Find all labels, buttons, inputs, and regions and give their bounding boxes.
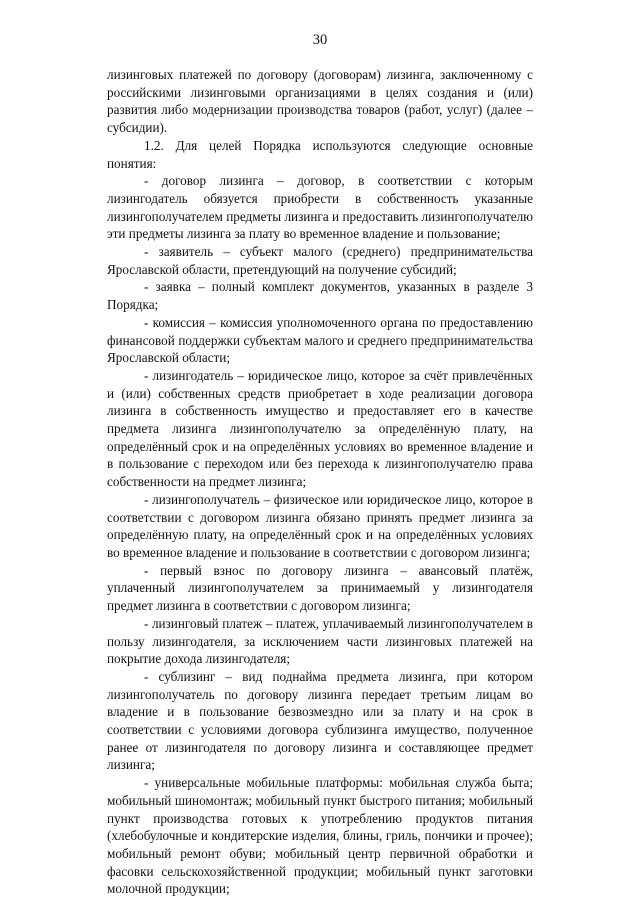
paragraph-definition-application: - заявка – полный комплект документов, указанных в разделе 3 Порядка; (107, 279, 533, 313)
page-number: 30 (312, 32, 328, 48)
paragraph-definition-commission: - комиссия – комиссия уполномоченного органа по предоставлению финансовой поддержки субъектам малого и среднего предпринимательства Ярославской области; (107, 314, 533, 366)
paragraph-definition-first-payment: - первый взнос по договору лизинга – авансовый платёж, уплаченный лизингополучателем за принимаемый у лизингодателя предмет лизинга в соответствии с договором лизинга; (107, 562, 533, 614)
paragraph-definition-leasing-contract: - договор лизинга – договор, в соответствии с которым лизингодатель обязуется приобрести в собственность указанные лизингополучателем предметы лизинга и предоставить лизингополучателю эти предметы лизинга за плату во временное владение и пользование; (107, 173, 533, 242)
paragraph-definition-applicant: - заявитель – субъект малого (среднего) предпринимательства Ярославской области, претендующий на получение субсидий; (107, 244, 533, 277)
paragraph-definition-mobile-platforms: - универсальные мобильные платформы: мобильная служба быта; мобильный шиномонтаж; мобильный пункт быстрого питания; мобильный пункт производства готовых к употреблению продуктов питания (хлебобулочные и кондитерские изделия, блины, гриль, пончики и прочее); мобильный ремонт обуви; мобильный центр первичной обработки и фасовки сельскохозяйственной продукции; мобильный пункт заготовки молочной продукции; (107, 775, 533, 897)
paragraph-definition-subleasing: - сублизинг – вид поднайма предмета лизинга, при котором лизингополучатель по договору лизинга передает третьим лицам во владение и в пользование безвозмездно или за плату и на срок в соответствии с условиями договора сублизинга имущество, полученное ранее от лизингодателя по договору лизинга и составляющее предмет лизинга; (107, 668, 533, 773)
paragraph-definition-lessee: - лизингополучатель – физическое или юридическое лицо, которое в соответствии с договором лизинга обязано принять предмет лизинга за определённую плату, на определённый срок и на определённых условиях во временное владение и пользование в соответствии с договором лизинга; (107, 491, 533, 560)
paragraph-definitions-intro: 1.2. Для целей Порядка используются следующие основные понятия: (107, 137, 533, 171)
paragraph-definition-leasing-payment: - лизинговый платеж – платеж, уплачиваемый лизингополучателем в пользу лизингодателя, за исключением части лизинговых платежей на покрытие дохода лизингодателя; (107, 615, 533, 667)
document-body (107, 66, 533, 898)
paragraph-definition-lessor: - лизингодатель – юридическое лицо, которое за счёт привлечённых и (или) собственных средств приобретает в ходе реализации договора лизинга в собственность имущество и предоставляет его в качестве предмета лизинга лизингополучателю за определённую плату, на определённый срок и на определённых условиях во временное владение и в пользование с переходом или без перехода к лизингополучателю права собственности на предмет лизинга; (107, 367, 533, 490)
paragraph-subsidy-purpose: лизинговых платежей по договору (договорам) лизинга, заключенному с российскими лизинговыми организациями в целях создания и (или) развития либо модернизации производства товаров (работ, услуг) (далее – субсидии). (107, 67, 533, 136)
